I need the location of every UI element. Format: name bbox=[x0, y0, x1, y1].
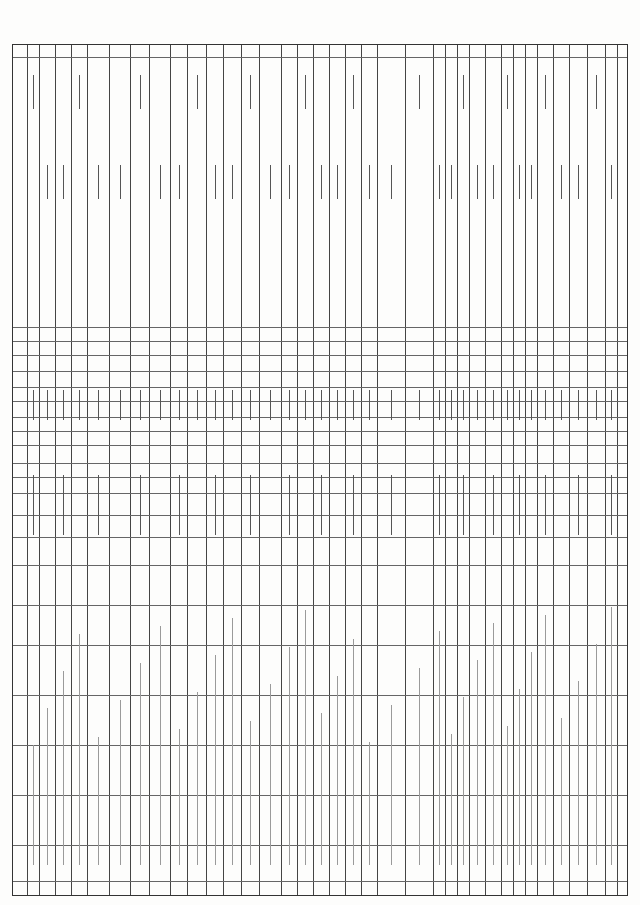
printed-amount-line bbox=[197, 390, 198, 420]
printed-text-line bbox=[596, 644, 597, 865]
table-column-divider bbox=[13, 371, 627, 372]
table-row-divider bbox=[55, 45, 56, 895]
table-column-divider bbox=[13, 695, 627, 696]
printed-amount-line bbox=[531, 165, 532, 199]
table-column-divider bbox=[13, 445, 627, 446]
table-column-divider bbox=[13, 417, 627, 418]
printed-text-line bbox=[451, 734, 452, 865]
printed-amount-line bbox=[493, 390, 494, 420]
printed-text-line bbox=[270, 684, 271, 865]
printed-text-line bbox=[215, 655, 216, 865]
printed-amount-line bbox=[270, 165, 271, 199]
printed-amount-line bbox=[321, 390, 322, 420]
printed-amount-line bbox=[391, 165, 392, 199]
budget-table bbox=[12, 44, 628, 896]
table-row-divider bbox=[27, 45, 28, 895]
printed-amount-line bbox=[160, 390, 161, 420]
printed-amount-line bbox=[289, 165, 290, 199]
printed-text-line bbox=[353, 639, 354, 865]
table-row-divider bbox=[501, 45, 502, 895]
table-row-divider bbox=[39, 45, 40, 895]
printed-text-line bbox=[63, 671, 64, 865]
table-row-divider bbox=[485, 45, 486, 895]
printed-code-line bbox=[463, 475, 464, 535]
printed-amount-line bbox=[561, 390, 562, 420]
printed-amount-line bbox=[79, 75, 80, 109]
printed-amount-line bbox=[120, 165, 121, 199]
table-row-divider bbox=[361, 45, 362, 895]
printed-amount-line bbox=[493, 165, 494, 199]
table-row-divider bbox=[537, 45, 538, 895]
table-row-divider bbox=[130, 45, 131, 895]
table-column-divider bbox=[13, 605, 627, 606]
printed-code-line bbox=[321, 475, 322, 535]
table-row-divider bbox=[313, 45, 314, 895]
printed-text-line bbox=[250, 721, 251, 865]
printed-text-line bbox=[519, 689, 520, 865]
printed-amount-line bbox=[250, 75, 251, 109]
printed-text-line bbox=[140, 663, 141, 865]
printed-amount-line bbox=[215, 390, 216, 420]
printed-amount-line bbox=[519, 390, 520, 420]
printed-amount-line bbox=[197, 75, 198, 109]
table-row-divider bbox=[345, 45, 346, 895]
printed-text-line bbox=[578, 681, 579, 865]
printed-amount-line bbox=[545, 390, 546, 420]
table-column-divider bbox=[13, 57, 627, 58]
printed-text-line bbox=[179, 729, 180, 865]
printed-amount-line bbox=[289, 390, 290, 420]
printed-text-line bbox=[321, 713, 322, 865]
printed-code-line bbox=[519, 475, 520, 535]
table-row-divider bbox=[149, 45, 150, 895]
printed-amount-line bbox=[250, 390, 251, 420]
printed-amount-line bbox=[47, 390, 48, 420]
table-column-divider bbox=[13, 355, 627, 356]
printed-code-line bbox=[439, 475, 440, 535]
table-column-divider bbox=[13, 565, 627, 566]
printed-amount-line bbox=[531, 390, 532, 420]
printed-amount-line bbox=[337, 165, 338, 199]
table-row-divider bbox=[329, 45, 330, 895]
printed-code-line bbox=[493, 475, 494, 535]
printed-amount-line bbox=[47, 165, 48, 199]
printed-text-line bbox=[493, 623, 494, 865]
printed-amount-line bbox=[353, 75, 354, 109]
table-column-divider bbox=[13, 845, 627, 846]
table-column-divider bbox=[13, 341, 627, 342]
printed-code-line bbox=[140, 475, 141, 535]
table-column-divider bbox=[13, 401, 627, 402]
table-row-divider bbox=[206, 45, 207, 895]
printed-code-line bbox=[391, 475, 392, 535]
printed-amount-line bbox=[140, 390, 141, 420]
table-column-divider bbox=[13, 431, 627, 432]
printed-code-line bbox=[179, 475, 180, 535]
printed-amount-line bbox=[391, 390, 392, 420]
printed-amount-line bbox=[33, 390, 34, 420]
printed-amount-line bbox=[215, 165, 216, 199]
table-row-divider bbox=[457, 45, 458, 895]
printed-amount-line bbox=[270, 390, 271, 420]
printed-amount-line bbox=[419, 390, 420, 420]
printed-code-line bbox=[545, 475, 546, 535]
printed-amount-line bbox=[63, 165, 64, 199]
table-row-divider bbox=[241, 45, 242, 895]
printed-text-line bbox=[305, 610, 306, 865]
printed-amount-line bbox=[561, 165, 562, 199]
table-row-divider bbox=[513, 45, 514, 895]
printed-text-line bbox=[47, 708, 48, 865]
table-row-divider bbox=[569, 45, 570, 895]
table-column-divider bbox=[13, 537, 627, 538]
printed-amount-line bbox=[321, 165, 322, 199]
table-column-divider bbox=[13, 881, 627, 882]
printed-amount-line bbox=[611, 390, 612, 420]
table-row-divider bbox=[259, 45, 260, 895]
table-row-divider bbox=[405, 45, 406, 895]
table-row-divider bbox=[87, 45, 88, 895]
table-row-divider bbox=[617, 45, 618, 895]
printed-amount-line bbox=[179, 390, 180, 420]
printed-amount-line bbox=[369, 165, 370, 199]
printed-text-line bbox=[391, 705, 392, 865]
printed-code-line bbox=[98, 475, 99, 535]
printed-amount-line bbox=[463, 390, 464, 420]
printed-amount-line bbox=[477, 165, 478, 199]
printed-amount-line bbox=[140, 75, 141, 109]
printed-text-line bbox=[197, 692, 198, 865]
printed-amount-line bbox=[33, 75, 34, 109]
table-row-divider bbox=[377, 45, 378, 895]
table-column-divider bbox=[13, 645, 627, 646]
printed-text-line bbox=[120, 700, 121, 865]
table-row-divider bbox=[445, 45, 446, 895]
printed-amount-line bbox=[596, 390, 597, 420]
printed-text-line bbox=[419, 668, 420, 865]
printed-code-line bbox=[578, 475, 579, 535]
printed-amount-line bbox=[98, 390, 99, 420]
printed-text-line bbox=[337, 676, 338, 865]
printed-text-line bbox=[545, 615, 546, 865]
table-row-divider bbox=[223, 45, 224, 895]
printed-amount-line bbox=[611, 165, 612, 199]
printed-text-line bbox=[98, 737, 99, 865]
table-column-divider bbox=[13, 387, 627, 388]
printed-amount-line bbox=[463, 75, 464, 109]
printed-amount-line bbox=[507, 390, 508, 420]
table-row-divider bbox=[469, 45, 470, 895]
printed-amount-line bbox=[160, 165, 161, 199]
printed-amount-line bbox=[305, 75, 306, 109]
printed-text-line bbox=[439, 631, 440, 865]
table-row-divider bbox=[187, 45, 188, 895]
table-column-divider bbox=[13, 327, 627, 328]
table-column-divider bbox=[13, 515, 627, 516]
printed-text-line bbox=[289, 647, 290, 865]
table-column-divider bbox=[13, 463, 627, 464]
printed-amount-line bbox=[596, 75, 597, 109]
printed-code-line bbox=[289, 475, 290, 535]
table-column-divider bbox=[13, 795, 627, 796]
table-row-divider bbox=[553, 45, 554, 895]
printed-text-line bbox=[477, 660, 478, 865]
table-row-divider bbox=[170, 45, 171, 895]
printed-text-line bbox=[561, 718, 562, 865]
table-column-divider bbox=[13, 745, 627, 746]
table-row-divider bbox=[433, 45, 434, 895]
table-row-divider bbox=[71, 45, 72, 895]
printed-text-line bbox=[369, 742, 370, 865]
printed-code-line bbox=[611, 475, 612, 535]
printed-amount-line bbox=[477, 390, 478, 420]
printed-amount-line bbox=[232, 390, 233, 420]
printed-code-line bbox=[353, 475, 354, 535]
printed-amount-line bbox=[451, 165, 452, 199]
table-column-divider bbox=[13, 477, 627, 478]
printed-amount-line bbox=[120, 390, 121, 420]
table-row-divider bbox=[525, 45, 526, 895]
printed-amount-line bbox=[439, 165, 440, 199]
printed-amount-line bbox=[451, 390, 452, 420]
printed-text-line bbox=[463, 697, 464, 865]
printed-code-line bbox=[215, 475, 216, 535]
printed-amount-line bbox=[519, 165, 520, 199]
table-row-divider bbox=[605, 45, 606, 895]
printed-text-line bbox=[79, 634, 80, 865]
printed-amount-line bbox=[369, 390, 370, 420]
table-row-divider bbox=[109, 45, 110, 895]
printed-code-line bbox=[33, 475, 34, 535]
printed-code-line bbox=[63, 475, 64, 535]
printed-code-line bbox=[250, 475, 251, 535]
printed-text-line bbox=[531, 652, 532, 865]
printed-amount-line bbox=[545, 75, 546, 109]
printed-text-line bbox=[160, 626, 161, 865]
printed-amount-line bbox=[578, 390, 579, 420]
printed-text-line bbox=[232, 618, 233, 865]
printed-amount-line bbox=[63, 390, 64, 420]
printed-text-line bbox=[33, 745, 34, 865]
table-column-divider bbox=[13, 493, 627, 494]
table-row-divider bbox=[587, 45, 588, 895]
printed-amount-line bbox=[79, 390, 80, 420]
printed-amount-line bbox=[305, 390, 306, 420]
table-row-divider bbox=[297, 45, 298, 895]
printed-amount-line bbox=[179, 165, 180, 199]
printed-amount-line bbox=[232, 165, 233, 199]
printed-text-line bbox=[611, 607, 612, 865]
printed-amount-line bbox=[419, 75, 420, 109]
printed-text-line bbox=[507, 726, 508, 865]
printed-amount-line bbox=[337, 390, 338, 420]
table-row-divider bbox=[281, 45, 282, 895]
printed-amount-line bbox=[578, 165, 579, 199]
printed-amount-line bbox=[439, 390, 440, 420]
printed-amount-line bbox=[507, 75, 508, 109]
printed-amount-line bbox=[98, 165, 99, 199]
printed-amount-line bbox=[353, 390, 354, 420]
